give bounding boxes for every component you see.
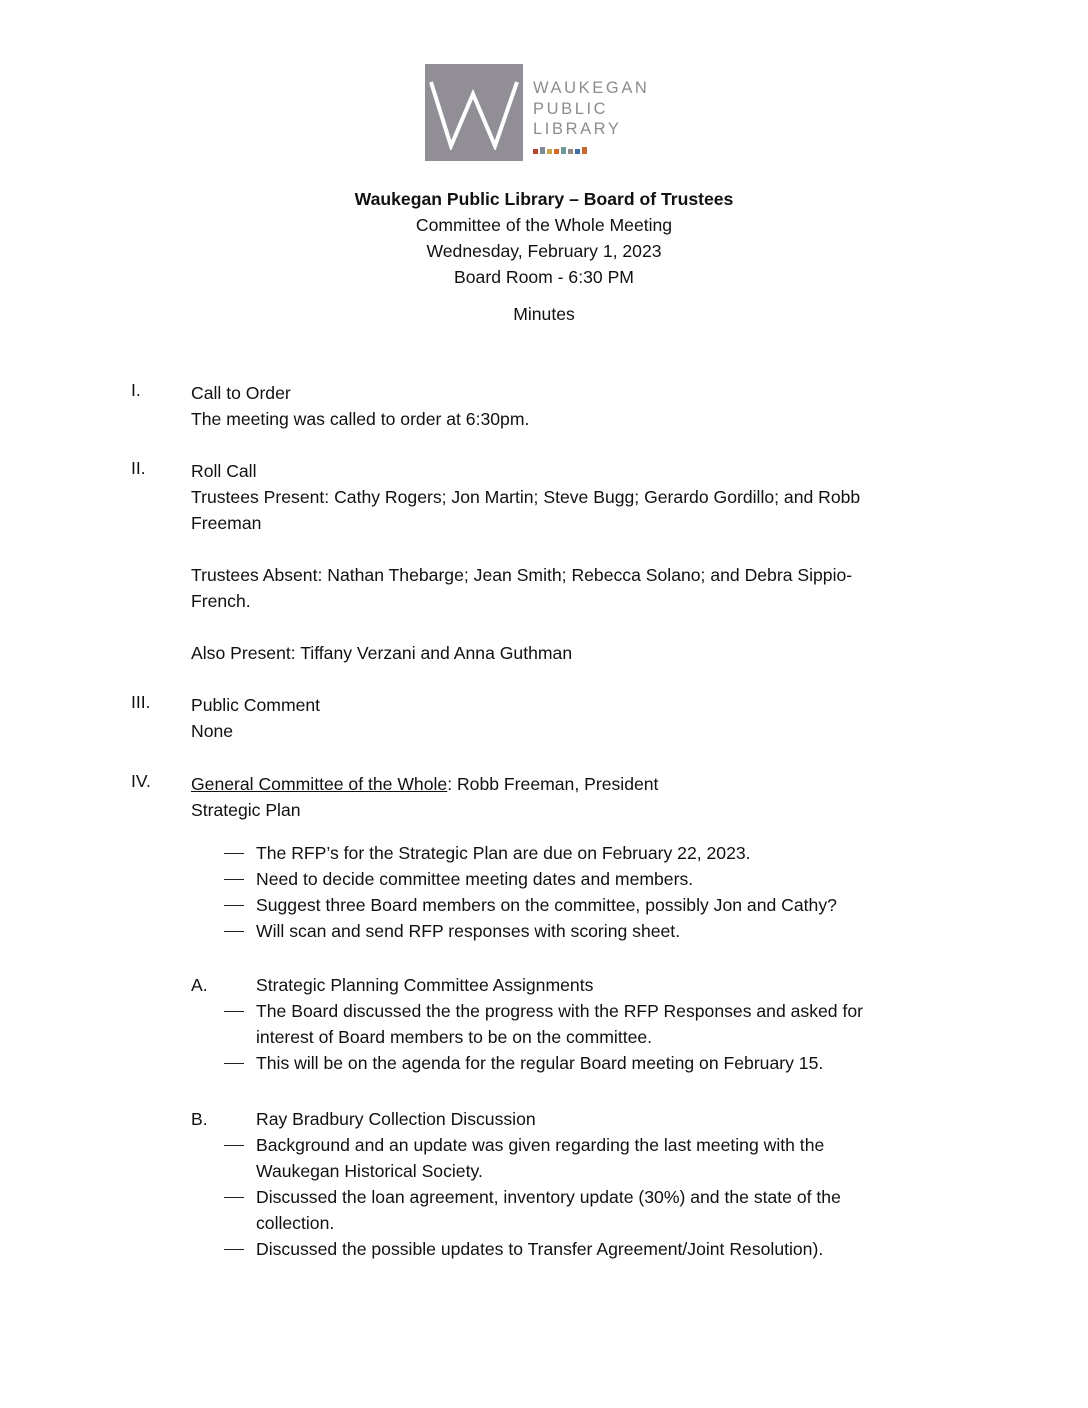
w-letter-icon (427, 80, 521, 150)
section-4-number: IV. (131, 771, 151, 791)
section-4-title (191, 771, 941, 797)
subsection-b (191, 1106, 941, 1262)
bullet-item (191, 1050, 941, 1076)
section-3 (191, 692, 941, 744)
bullet-item (191, 1184, 941, 1236)
trustees-present-line-1: Trustees Present: Cathy Rogers; Jon Martin; Steve Bugg; Gerardo Gordillo; and Robb (191, 487, 861, 507)
meeting-name: Committee of the Whole Meeting (415, 215, 673, 235)
subsection-b-title: Ray Bradbury Collection Discussion (256, 1109, 536, 1129)
logo-color-square (582, 147, 587, 154)
logo-w-mark (425, 64, 523, 161)
logo-color-squares (533, 146, 587, 154)
bullet-line: Discussed the possible updates to Transfer Agreement/Joint Resolution). (256, 1239, 824, 1259)
section-1-number: I. (131, 380, 141, 400)
bullet-item (191, 998, 941, 1050)
section-3-text: None (191, 721, 234, 741)
section-4-subtitle: Strategic Plan (191, 800, 301, 820)
logo-color-square (547, 149, 552, 154)
minutes-heading: Minutes (513, 304, 575, 324)
section-4-title-rest: : Robb Freeman, President (447, 774, 659, 794)
trustees-absent-line-2: French. (191, 591, 251, 611)
library-logo (425, 64, 675, 164)
logo-wordmark (533, 78, 649, 140)
also-present: Also Present: Tiffany Verzani and Anna Guthman (191, 643, 573, 663)
logo-line-3: LIBRARY (533, 120, 622, 138)
bullet-item: Need to decide committee meeting dates and members. (191, 866, 941, 892)
logo-color-square (575, 149, 580, 154)
subsection-a-title: Strategic Planning Committee Assignments (256, 975, 594, 995)
section-1-title: Call to Order (191, 383, 291, 403)
logo-color-square (561, 147, 566, 154)
section-4-title-underlined: General Committee of the Whole (191, 774, 448, 794)
section-2 (191, 458, 941, 666)
bullet-item: Will scan and send RFP responses with scoring sheet. (191, 918, 941, 944)
logo-color-square (568, 149, 573, 154)
bullet-line: Background and an update was given regarding the last meeting with the (256, 1135, 825, 1155)
section-3-title: Public Comment (191, 695, 321, 715)
logo-color-square (554, 149, 559, 154)
strategic-plan-bullets (191, 840, 941, 944)
logo-line-1: WAUKEGAN (533, 79, 650, 97)
section-1-text: The meeting was called to order at 6:30pm. (191, 409, 530, 429)
bullet-line: This will be on the agenda for the regular Board meeting on February 15. (256, 1053, 824, 1073)
document-header (0, 186, 1088, 327)
trustees-absent-line-1: Trustees Absent: Nathan Thebarge; Jean Smith; Rebecca Solano; and Debra Sippio- (191, 565, 853, 585)
bullet-line: Discussed the loan agreement, inventory update (30%) and the state of the (256, 1187, 841, 1207)
subsection-a (191, 972, 941, 1076)
bullet-item: Suggest three Board members on the committee, possibly Jon and Cathy? (191, 892, 941, 918)
section-2-number: II. (131, 458, 146, 478)
subsection-a-letter: A. (191, 975, 208, 995)
meeting-date: Wednesday, February 1, 2023 (426, 241, 662, 261)
bullet-line: interest of Board members to be on the committee. (256, 1027, 653, 1047)
section-1 (191, 380, 941, 432)
document-title: Waukegan Public Library – Board of Trustees (354, 189, 734, 209)
bullet-item (191, 1132, 941, 1184)
section-2-title: Roll Call (191, 461, 257, 481)
bullet-line: collection. (256, 1213, 335, 1233)
bullet-line: Waukegan Historical Society. (256, 1161, 483, 1181)
logo-color-square (533, 149, 538, 154)
section-4 (191, 771, 941, 823)
meeting-location: Board Room - 6:30 PM (454, 267, 634, 287)
bullet-item (191, 1236, 941, 1262)
logo-line-2: PUBLIC (533, 99, 609, 118)
subsection-b-letter: B. (191, 1109, 208, 1129)
bullet-item: The RFP’s for the Strategic Plan are due on February 22, 2023. (191, 840, 941, 866)
bullet-line: The Board discussed the the progress with the RFP Responses and asked for (256, 1001, 863, 1021)
section-3-number: III. (131, 692, 151, 712)
trustees-present-line-2: Freeman (191, 513, 262, 533)
logo-color-square (540, 147, 545, 154)
